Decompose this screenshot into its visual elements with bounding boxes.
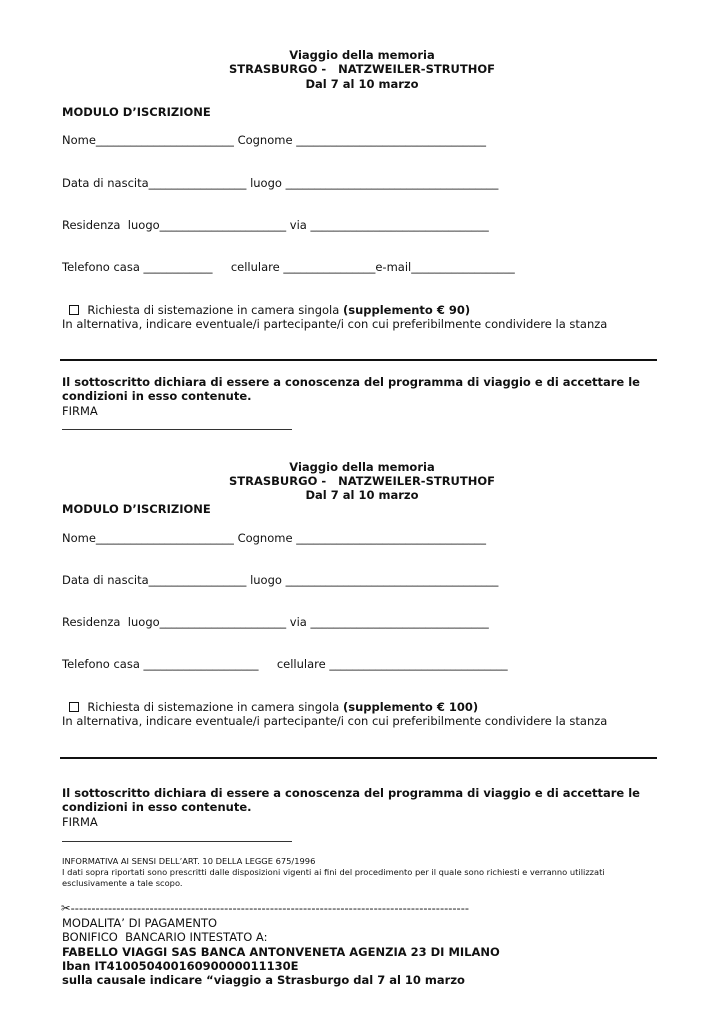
form1-declaration: Il sottoscritto dichiara di essere a conoscenza del programma di viaggio e di accettare le condizioni in esso contenute. [62, 375, 640, 403]
form2-title-line1: Viaggio della memoria [289, 460, 435, 474]
form1-phone-field[interactable]: Telefono casa ____________ cellulare ________________e-mail__________________ [62, 260, 515, 274]
form2-heading: MODULO D’ISCRIZIONE [62, 502, 211, 516]
payment-bank: FABELLO VIAGGI SAS BANCA ANTONVENETA AGENZIA 23 DI MILANO [62, 945, 500, 959]
form2-alternative-note: In alternativa, indicare eventuale/i partecipante/i con cui preferibilmente condividere la stanza [62, 714, 608, 728]
form2-residence-field[interactable]: Residenza luogo______________________ via _______________________________ [62, 615, 489, 629]
form2-title-line2: STRASBURGO - NATZWEILER-STRUTHOF [229, 474, 495, 488]
form1-name-field[interactable]: Nome________________________ Cognome _________________________________ [62, 133, 486, 147]
dashed-line: ------------------------------------------------------------------------------------------------ [70, 901, 470, 915]
privacy-title: INFORMATIVA AI SENSI DELL’ART. 10 DELLA LEGGE 675/1996 [62, 856, 316, 866]
form2-signature-label: FIRMA [62, 815, 98, 829]
form1-birth-field[interactable]: Data di nascita_________________ luogo _____________________________________ [62, 176, 499, 190]
privacy-body: I dati sopra riportati sono prescritti dalle disposizioni vigenti ai fini del procedimento per il quale sono richiesti e verranno utilizzati esclusivamente a tale scopo. [62, 867, 605, 888]
payment-causale: sulla causale indicare “viaggio a Strasburgo dal 7 al 10 marzo [62, 973, 465, 987]
form1-title-line3: Dal 7 al 10 marzo [305, 77, 419, 91]
form1-divider [60, 359, 657, 361]
checkbox-icon[interactable] [69, 702, 79, 712]
form1-signature-label: FIRMA [62, 404, 98, 418]
form1-title-line1: Viaggio della memoria [289, 48, 435, 62]
single-room-supplement: (supplemento € 100) [342, 700, 479, 714]
form1-signature-line[interactable] [62, 429, 292, 430]
form1-alternative-note: In alternativa, indicare eventuale/i partecipante/i con cui preferibilmente condividere la stanza [62, 317, 608, 331]
checkbox-icon[interactable] [69, 305, 79, 315]
form2-birth-field[interactable]: Data di nascita_________________ luogo _____________________________________ [62, 573, 499, 587]
payment-mode: MODALITA’ DI PAGAMENTO [62, 916, 218, 930]
form2-phone-field[interactable]: Telefono casa ____________________ cellulare _______________________________ [62, 657, 508, 671]
payment-transfer: BONIFICO BANCARIO INTESTATO A: [62, 930, 268, 944]
form2-divider [60, 757, 657, 759]
form2-name-field[interactable]: Nome________________________ Cognome _________________________________ [62, 531, 486, 545]
single-room-label: Richiesta di sistemazione in camera singola [87, 303, 343, 317]
form1-title-line2: STRASBURGO - NATZWEILER-STRUTHOF [229, 62, 495, 76]
form2-signature-line[interactable] [62, 841, 292, 842]
scissors-icon: ✂ [61, 901, 71, 915]
form1-heading: MODULO D’ISCRIZIONE [62, 105, 211, 119]
single-room-label: Richiesta di sistemazione in camera singola [87, 700, 343, 714]
form2-single-room-option[interactable] [62, 686, 478, 714]
single-room-supplement: (supplemento € 90) [342, 303, 471, 317]
form2-declaration: Il sottoscritto dichiara di essere a conoscenza del programma di viaggio e di accettare le condizioni in esso contenute. [62, 786, 640, 814]
cut-line [61, 901, 531, 915]
payment-iban: Iban IT41005040016090000011130E [62, 959, 299, 973]
form1-single-room-option[interactable] [62, 289, 470, 317]
form1-residence-field[interactable]: Residenza luogo______________________ via _______________________________ [62, 218, 489, 232]
form2-title-line3: Dal 7 al 10 marzo [305, 488, 419, 502]
